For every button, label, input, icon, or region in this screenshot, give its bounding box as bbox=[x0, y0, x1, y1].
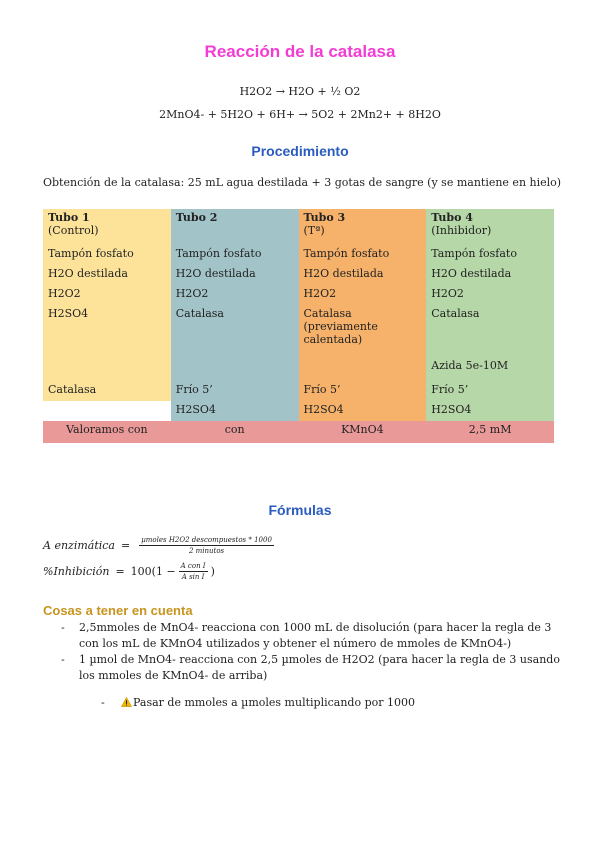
table-cell: Tampón fosfato bbox=[43, 245, 171, 265]
table-cell: Catalasa bbox=[171, 305, 299, 357]
formula-1-denominator: 2 minutos bbox=[188, 547, 225, 555]
warning-icon bbox=[121, 697, 132, 707]
table-cell: Frío 5’ bbox=[426, 381, 554, 401]
tubes-table bbox=[43, 209, 554, 443]
formula-2-denominator: A sin I bbox=[181, 573, 205, 581]
formula-2-lhs: %Inhibición bbox=[43, 565, 110, 578]
table-cell: H2O destilada bbox=[171, 265, 299, 285]
table-cell: H2SO4 bbox=[171, 401, 299, 421]
table-header-row bbox=[43, 209, 554, 245]
table-row bbox=[43, 381, 554, 401]
list-item: - 1 µmol de MnO4- reacciona con 2,5 µmoles de H2O2 (para hacer la regla de 3 usando los mmoles de KMnO4- de arriba) bbox=[61, 653, 560, 682]
procedimiento-heading: Procedimiento bbox=[251, 143, 349, 159]
formula-1-fraction bbox=[139, 536, 274, 555]
page-title: Reacción de la catalasa bbox=[204, 42, 396, 61]
table-cell: Azida 5e-10M bbox=[426, 357, 554, 381]
table-cell: H2O destilada bbox=[426, 265, 554, 285]
table-cell bbox=[299, 357, 427, 381]
formula-2-numerator: A con I bbox=[180, 562, 206, 570]
table-row bbox=[43, 265, 554, 285]
table-row bbox=[43, 401, 554, 421]
table-cell: H2SO4 bbox=[299, 401, 427, 421]
footer-cell: Valoramos con bbox=[43, 421, 171, 443]
table-cell: Frío 5’ bbox=[299, 381, 427, 401]
notes-heading: Cosas a tener en cuenta bbox=[43, 603, 193, 618]
table-cell: H2SO4 bbox=[43, 305, 171, 357]
formula-2-fraction bbox=[179, 562, 208, 581]
table-cell: H2O destilada bbox=[299, 265, 427, 285]
equation-catalase: H2O2 → H2O + ½ O2 bbox=[239, 85, 361, 98]
header-tubo-2: Tubo 2 bbox=[171, 209, 299, 245]
footer-cell: con bbox=[171, 421, 299, 443]
header-tubo-4: Tubo 4 (Inhibidor) bbox=[426, 209, 554, 245]
table-row bbox=[43, 357, 554, 381]
header-tubo-3: Tubo 3 (Tª) bbox=[299, 209, 427, 245]
obtencion-suffix: : 25 mL agua destilada + 3 gotas de sangre (y se mantiene en hielo) bbox=[180, 176, 562, 189]
table-cell: H2O2 bbox=[43, 285, 171, 305]
table-cell: H2O2 bbox=[426, 285, 554, 305]
table-row bbox=[43, 285, 554, 305]
formula-1-numerator: µmoles H2O2 descompuestos * 1000 bbox=[141, 536, 272, 544]
table-cell: Catalasa (previamente calentada) bbox=[299, 305, 427, 357]
table-cell: Frío 5’ bbox=[171, 381, 299, 401]
table-cell: Tampón fosfato bbox=[426, 245, 554, 265]
table-cell: Catalasa bbox=[426, 305, 554, 357]
table-cell bbox=[171, 357, 299, 381]
table-cell: H2SO4 bbox=[426, 401, 554, 421]
obtencion-prefix: Obtención de la bbox=[43, 176, 135, 189]
formula-2-suffix: ) bbox=[210, 565, 215, 578]
table-cell: H2O2 bbox=[299, 285, 427, 305]
formula-1-equals: = bbox=[121, 539, 131, 552]
header-tubo-1: Tubo 1 (Control) bbox=[43, 209, 171, 245]
table-row bbox=[43, 305, 554, 357]
table-cell: H2O destilada bbox=[43, 265, 171, 285]
notes-list bbox=[43, 620, 563, 722]
table-cell: Catalasa bbox=[43, 381, 171, 401]
formulas-heading: Fórmulas bbox=[268, 502, 332, 518]
formula-enzymatic-activity bbox=[43, 536, 277, 555]
footer-cell: 2,5 mM bbox=[426, 421, 554, 443]
formula-inhibition bbox=[43, 562, 215, 581]
table-cell: Tampón fosfato bbox=[299, 245, 427, 265]
table-cell bbox=[43, 357, 171, 381]
formula-2-equals: = bbox=[115, 565, 125, 578]
table-footer-row bbox=[43, 421, 554, 443]
list-item-sub: - Pasar de mmoles a µmoles multiplicando por 1000 bbox=[101, 696, 415, 709]
equation-permanganate: 2MnO4- + 5H2O + 6H+ → 5O2 + 2Mn2+ + 8H2O bbox=[159, 108, 441, 121]
table-row bbox=[43, 245, 554, 265]
obtencion-text bbox=[43, 176, 561, 189]
table-cell: H2O2 bbox=[171, 285, 299, 305]
footer-cell: KMnO4 bbox=[299, 421, 427, 443]
obtencion-bold: catalasa bbox=[134, 176, 181, 189]
formula-2-prefix: 100(1 − bbox=[130, 565, 176, 578]
table-cell bbox=[43, 401, 171, 421]
table-cell: Tampón fosfato bbox=[171, 245, 299, 265]
list-item: - 2,5mmoles de MnO4- reacciona con 1000 mL de disolución (para hacer la regla de 3 con los mL de KMnO4 utilizados y obtener el número de mmoles de KMnO4-) bbox=[61, 621, 552, 650]
formula-1-lhs: A enzimática bbox=[43, 539, 115, 552]
